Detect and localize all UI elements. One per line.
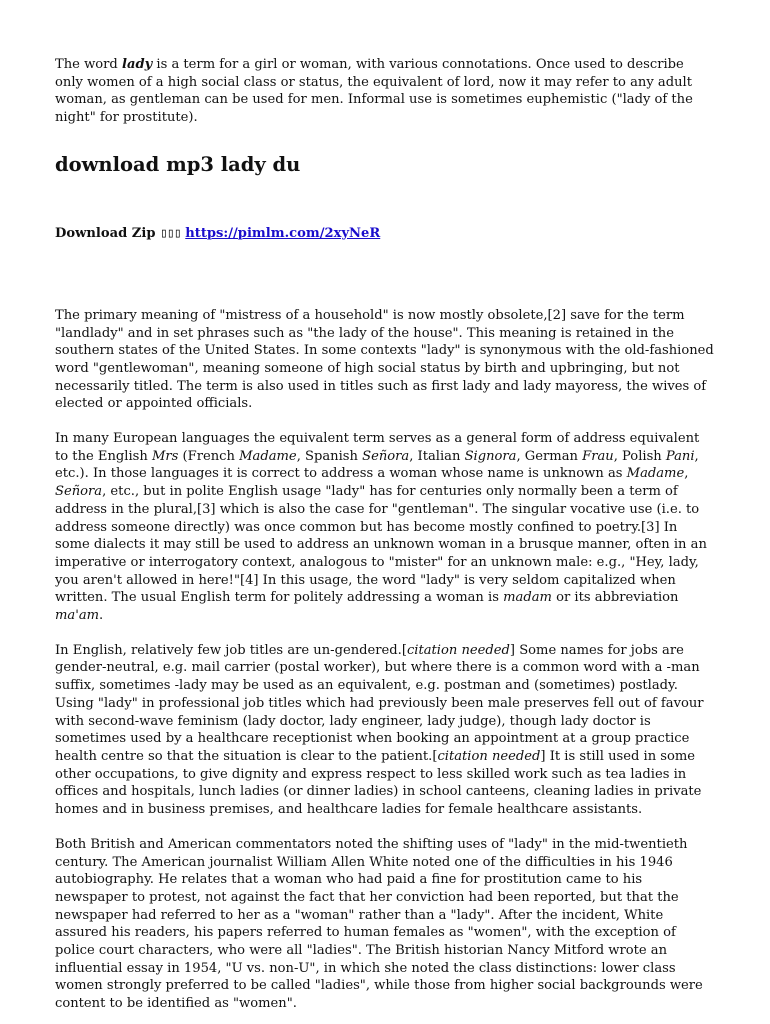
intro-term: lady (121, 57, 153, 72)
download-link[interactable]: https://pimlm.com/2xyNeR (185, 225, 381, 241)
paragraph-commentators: Both British and American commentators noted the shifting uses of "lady" in the mid-twentieth century. The American journalist William Allen White noted one of the difficulties in his 1946 autobiography. He relates that a woman who had paid a fine for prostitution came to his newspaper to protest, not against the fact that her conviction had been reported, but that the newspaper had referred to her as a "woman" rather than a "lady". After the incident, White assured his readers, his papers referred to human females as "women", with the exception of police court characters, who were all "ladies". The British historian Nancy Mitford wrote an influential essay in 1954, "U vs. non-U", in which she noted the class distinctions: lower class women strongly preferred to be called "ladies", while those from higher social backgrounds were content to be identified as "women". (55, 836, 703, 1012)
page-heading: download mp3 lady du (55, 152, 301, 176)
intro-prefix: The word (55, 57, 122, 72)
intro-rest: is a term for a girl or woman, with various connotations. Once used to describe only women of a high social class or status, the equivalent of lord, now it may refer to any adult woman, as gentleman can be used for men. Informal use is sometimes euphemistic ("lady of the night" for prostitute). (55, 57, 693, 126)
paragraph-european-languages: In many European languages the equivalent term serves as a general form of address equivalent to the English Mrs (French Madame, Spanish Señora, Italian Signora, German Frau, Polish Pani, etc.). In those languages it is correct to address a woman whose name is unknown as Madame, Señora, etc., but in polite English usage "lady" has for centuries only normally been a term of address in the plural,[3] which is also the case for "gentleman". The singular vocative use (i.e. to address someone directly) was once common but has become mostly confined to poetry.[3] In some dialects it may still be used to address an unknown woman in a brusque manner, often in an imperative or interrogatory context, analogous to "mister" for an unknown male: e.g., "Hey, lady, you aren't allowed in here!"[4] In this usage, the word "lady" is very seldom capitalized when written. The usual English term for politely addressing a woman is madam or its abbreviation ma'am. (55, 431, 707, 624)
paragraph-primary-meaning: The primary meaning of "mistress of a household" is now mostly obsolete,[2] save for the term "landlady" and in set phrases such as "the lady of the house". This meaning is retained in the southern states of the United States. In some contexts "lady" is synonymous with the old-fashioned word "gentlewoman", meaning someone of high social status by birth and upbringing, but not necessarily titled. The term is also used in titles such as first lady and lady mayoress, the wives of elected or appointed officials. (55, 307, 714, 412)
download-label: Download Zip (55, 225, 156, 241)
download-line (55, 225, 715, 243)
paragraph-job-titles: In English, relatively few job titles are un-gendered.[citation needed] Some names for jobs are gender-neutral, e.g. mail carrier (postal worker), but where there is a common word with a -man suffix, sometimes -lady may be used as an equivalent, e.g. postman and (sometimes) postlady. Using "lady" in professional job titles which had previously been male preserves fell out of favour with second-wave feminism (lady doctor, lady engineer, lady judge), though lady doctor is sometimes used by a healthcare receptionist when booking an appointment at a group practice health centre so that the situation is clear to the patient.[citation needed] It is still used in some other occupations, to give dignity and express respect to less skilled work such as tea ladies in offices and hospitals, lunch ladies (or dinner ladies) in school canteens, cleaning ladies in private homes and in business premises, and healthcare ladies for female healthcare assistants. (55, 642, 704, 818)
placeholder-glyphs: ▯▯▯ (160, 225, 181, 241)
intro-paragraph (55, 56, 715, 127)
